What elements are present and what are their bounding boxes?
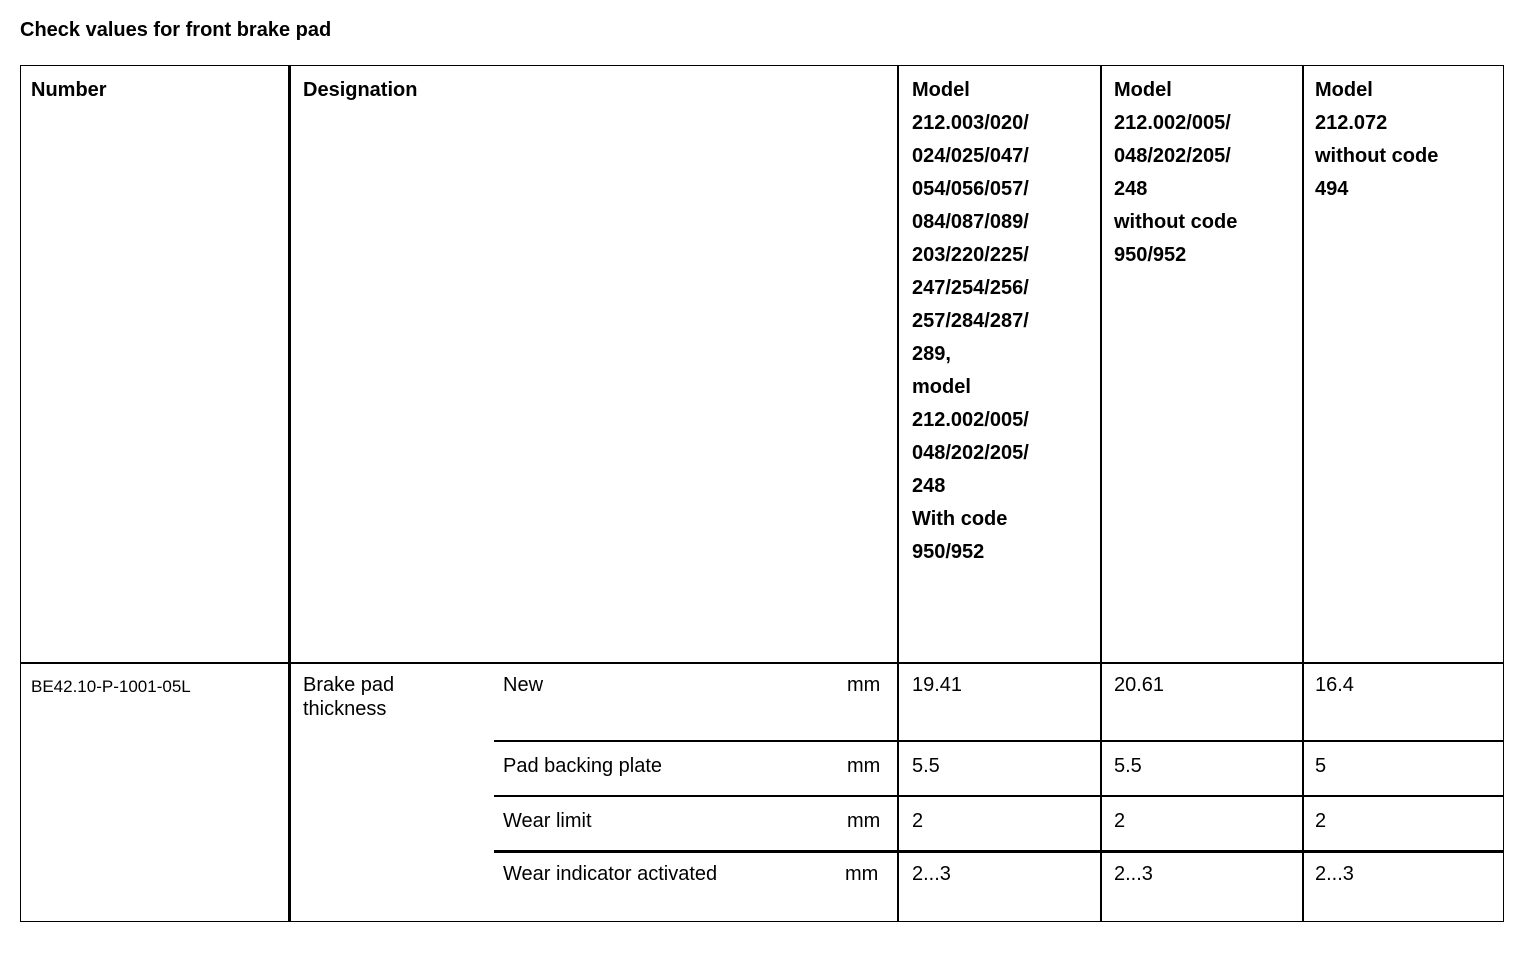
value-model-a: 5.5 bbox=[912, 755, 940, 777]
value-model-a: 2 bbox=[912, 810, 924, 832]
header-model-b: Model 212.002/005/ 048/202/205/ 248 without code 950/952 bbox=[1114, 79, 1238, 266]
value-model-b: 2...3 bbox=[1114, 863, 1153, 885]
row-unit: mm bbox=[845, 863, 879, 885]
row-label: Wear limit bbox=[503, 810, 592, 832]
header-model-a: Model 212.003/020/ 024/025/047/ 054/056/057/ 084/087/089/ 203/220/225/ 247/254/256/ 257/284/287/ 289, model 212.002/005/ 048/202/205/ 248 With code 950/952 bbox=[912, 79, 1029, 563]
header-designation: Designation bbox=[303, 79, 418, 101]
value-model-a: 19.41 bbox=[912, 674, 963, 696]
row-label: Wear indicator activated bbox=[503, 863, 718, 885]
row-label: Pad backing plate bbox=[503, 755, 663, 777]
row-divider bbox=[494, 740, 1504, 742]
column-divider bbox=[897, 65, 899, 922]
column-divider bbox=[1302, 65, 1304, 922]
row-divider bbox=[494, 850, 1504, 853]
value-model-c: 16.4 bbox=[1315, 674, 1354, 696]
value-model-b: 20.61 bbox=[1114, 674, 1165, 696]
value-model-b: 5.5 bbox=[1114, 755, 1142, 777]
row-unit: mm bbox=[847, 810, 881, 832]
page-title: Check values for front brake pad bbox=[20, 19, 332, 41]
document-number: BE42.10-P-1001-05L bbox=[31, 677, 191, 696]
row-divider bbox=[20, 662, 1504, 664]
row-divider bbox=[494, 795, 1504, 797]
value-model-c: 2...3 bbox=[1315, 863, 1354, 885]
designation-label: Brake pad thickness bbox=[303, 674, 395, 720]
check-values-table bbox=[20, 65, 1504, 922]
value-model-a: 2...3 bbox=[912, 863, 951, 885]
row-unit: mm bbox=[847, 755, 881, 777]
value-model-c: 5 bbox=[1315, 755, 1327, 777]
row-label: New bbox=[503, 674, 544, 696]
row-unit: mm bbox=[847, 674, 881, 696]
value-model-b: 2 bbox=[1114, 810, 1126, 832]
column-divider bbox=[1100, 65, 1102, 922]
header-number: Number bbox=[31, 79, 107, 101]
header-model-c: Model 212.072 without code 494 bbox=[1315, 79, 1439, 200]
value-model-c: 2 bbox=[1315, 810, 1327, 832]
column-divider bbox=[288, 65, 291, 922]
